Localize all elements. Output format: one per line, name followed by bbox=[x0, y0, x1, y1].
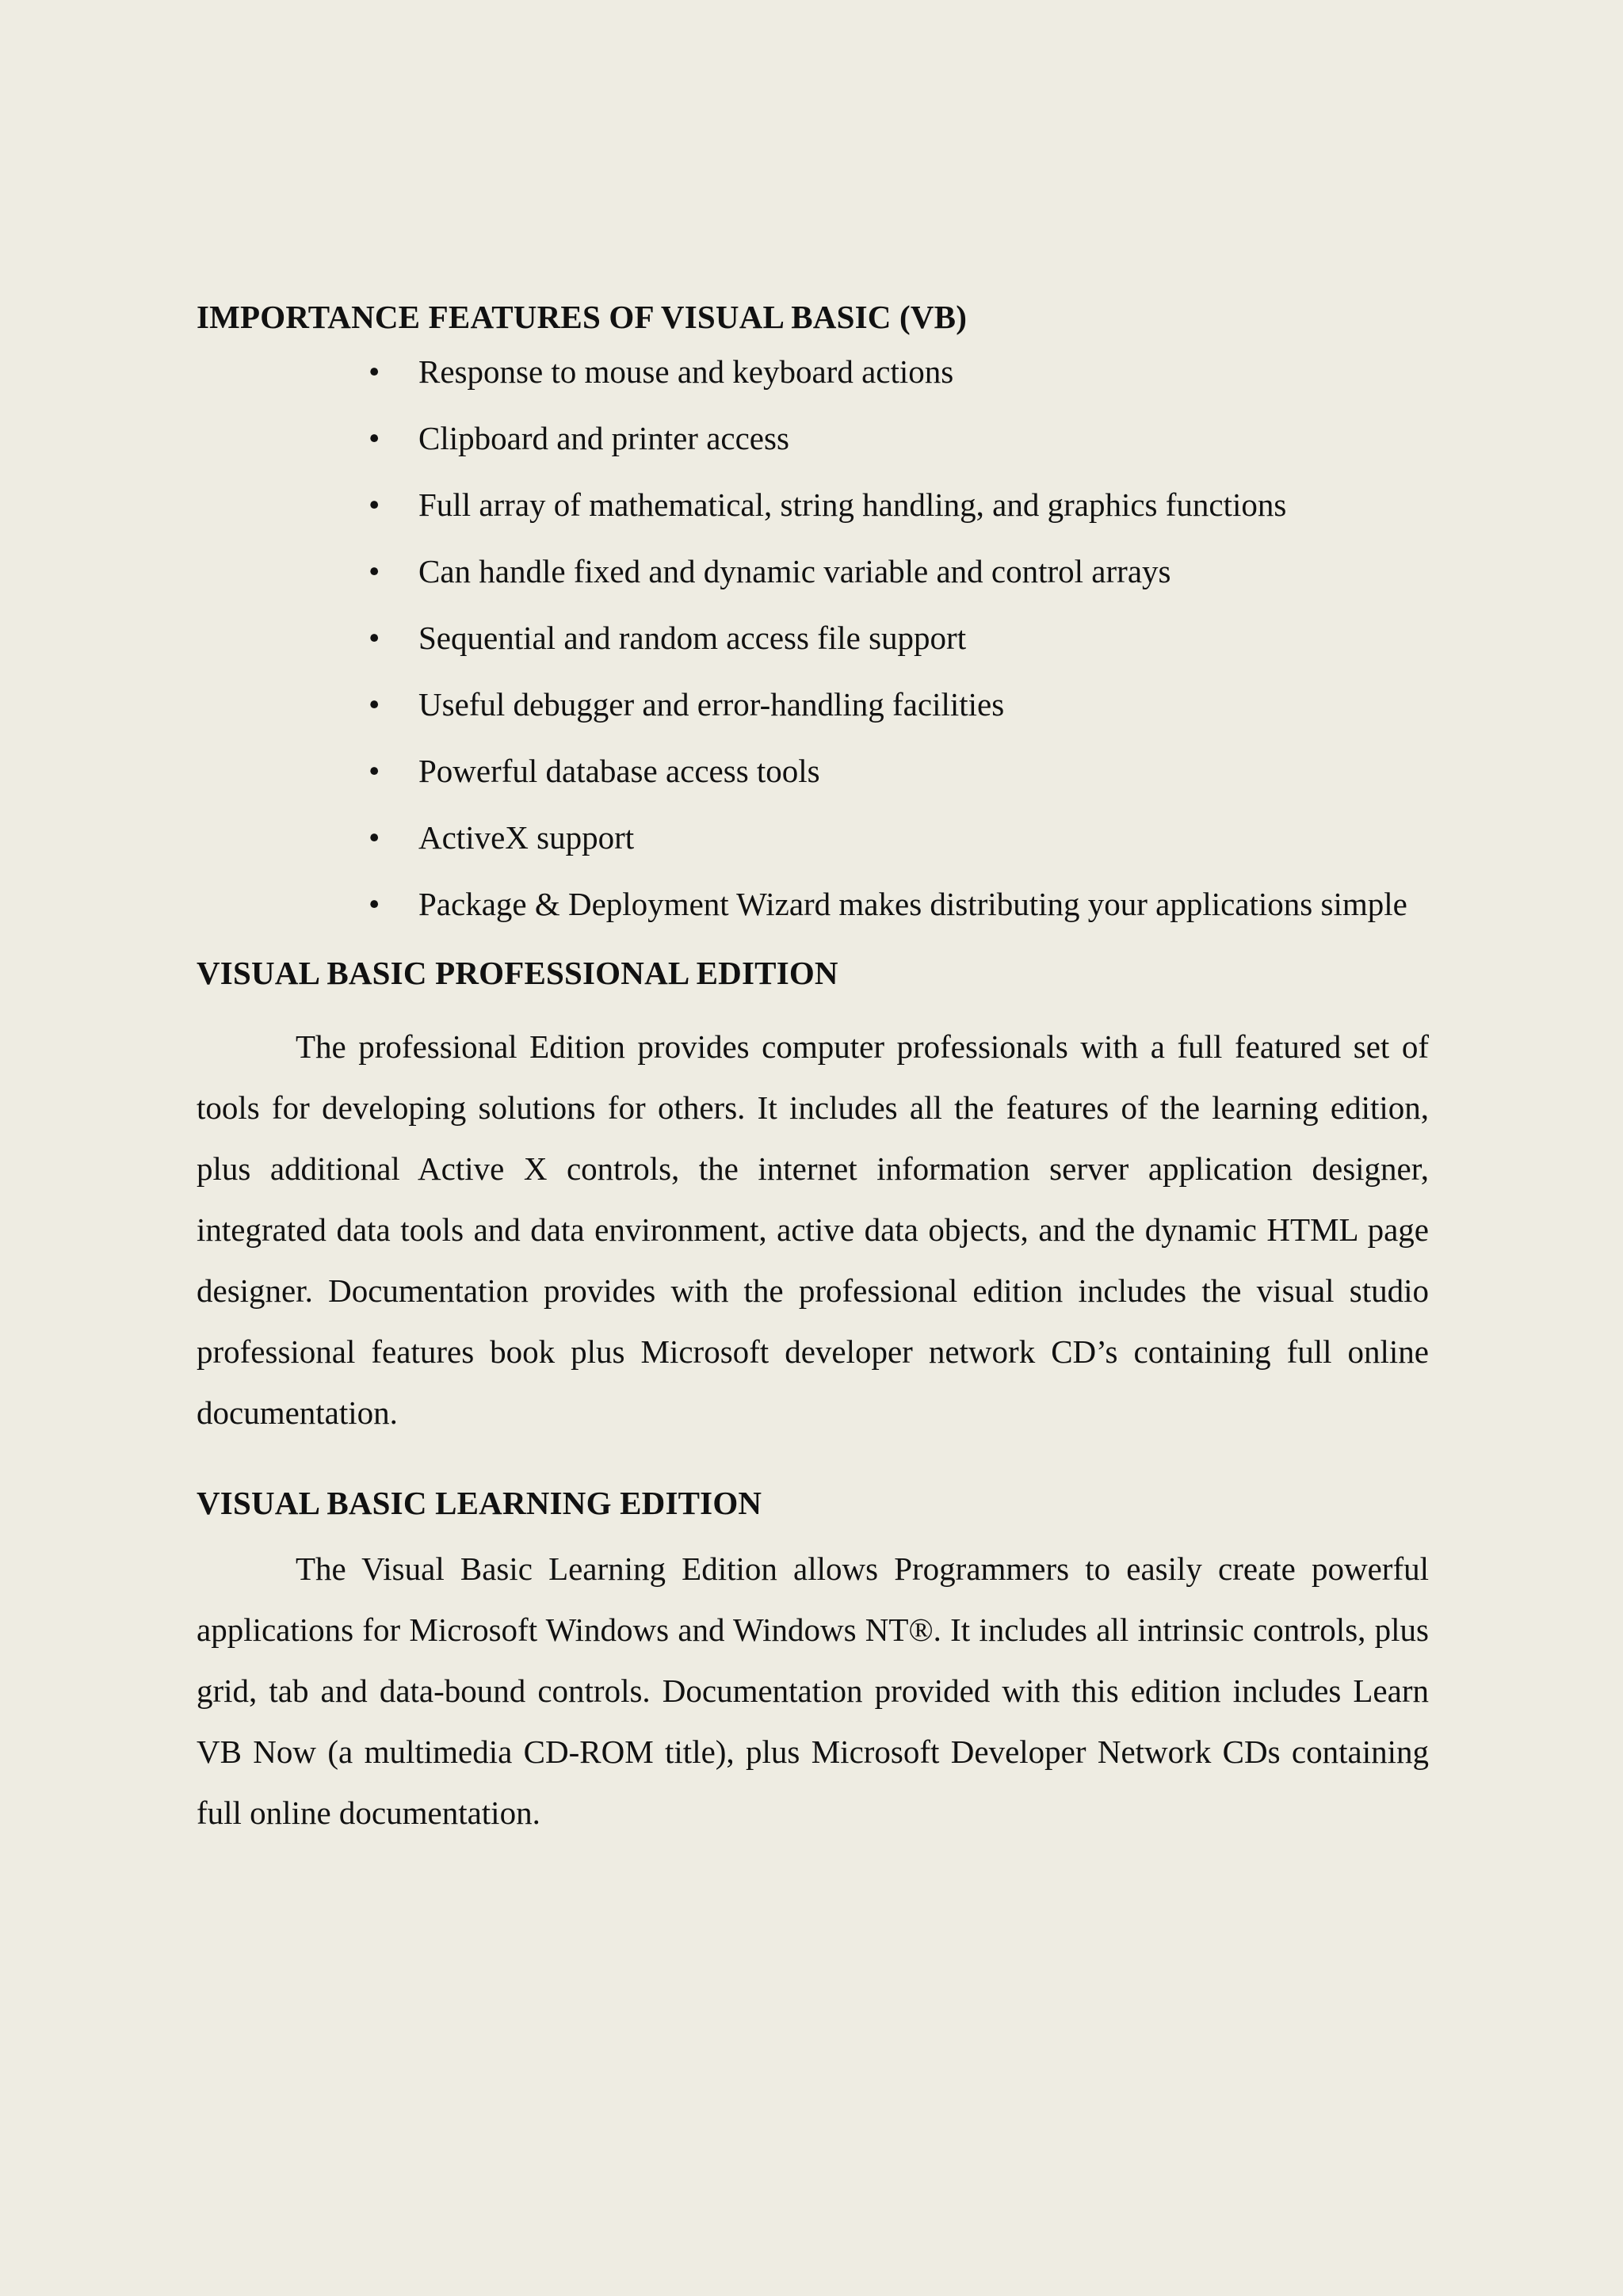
list-item-text: ActiveX support bbox=[418, 819, 635, 856]
list-item-text: Response to mouse and keyboard actions bbox=[418, 353, 954, 390]
list-item bbox=[369, 407, 1429, 469]
professional-edition-section bbox=[197, 949, 1429, 1444]
bullet-icon: • bbox=[369, 486, 380, 523]
bullet-icon: • bbox=[369, 686, 380, 723]
list-item bbox=[369, 740, 1429, 802]
list-item-text: Package & Deployment Wizard makes distributing your applications simple bbox=[418, 886, 1407, 922]
list-item-text: Clipboard and printer access bbox=[418, 420, 789, 456]
list-item bbox=[369, 673, 1429, 735]
learning-edition-paragraph: The Visual Basic Learning Edition allows Programmers to easily create powerful applications for Microsoft Windows and Windows NT®. It includes all intrinsic controls, plus grid, tab and data-bound controls. Documentation provided with this edition includes Learn VB Now (a multimedia CD-ROM title), plus Microsoft Developer Network CDs containing full online documentation. bbox=[197, 1550, 1429, 1831]
list-item-text: Full array of mathematical, string handling, and graphics functions bbox=[418, 486, 1287, 523]
professional-edition-paragraph: The professional Edition provides computer professionals with a full featured set of tools for developing solutions for others. It includes all the features of the learning edition, plus additional Active X controls, the internet information server application designer, integrated data tools and data environment, active data objects, and the dynamic HTML page designer. Documentation provides with the professional edition includes the visual studio professional features book plus Microsoft developer network CD’s containing full online documentation. bbox=[197, 1028, 1429, 1431]
learning-edition-section bbox=[197, 1479, 1429, 1844]
bullet-icon: • bbox=[369, 420, 380, 456]
list-item bbox=[369, 607, 1429, 669]
bullet-icon: • bbox=[369, 620, 380, 656]
list-item-text: Powerful database access tools bbox=[418, 753, 820, 789]
list-item bbox=[369, 873, 1429, 935]
list-item-text: Can handle fixed and dynamic variable and control arrays bbox=[418, 553, 1171, 589]
list-item bbox=[369, 540, 1429, 602]
bullet-icon: • bbox=[369, 819, 380, 856]
bullet-icon: • bbox=[369, 553, 380, 589]
list-item bbox=[369, 341, 1429, 402]
features-section bbox=[197, 293, 1429, 935]
document-page bbox=[197, 293, 1429, 1844]
bullet-icon: • bbox=[369, 886, 380, 922]
list-item bbox=[369, 474, 1429, 536]
bullet-icon: • bbox=[369, 753, 380, 789]
list-item bbox=[369, 807, 1429, 868]
features-heading: IMPORTANCE FEATURES OF VISUAL BASIC (VB) bbox=[197, 299, 968, 335]
list-item-text: Useful debugger and error-handling facilities bbox=[418, 686, 1005, 723]
features-list bbox=[197, 341, 1429, 935]
bullet-icon: • bbox=[369, 353, 380, 390]
list-item-text: Sequential and random access file support bbox=[418, 620, 967, 656]
professional-edition-heading: VISUAL BASIC PROFESSIONAL EDITION bbox=[197, 955, 838, 991]
learning-edition-heading: VISUAL BASIC LEARNING EDITION bbox=[197, 1485, 762, 1521]
